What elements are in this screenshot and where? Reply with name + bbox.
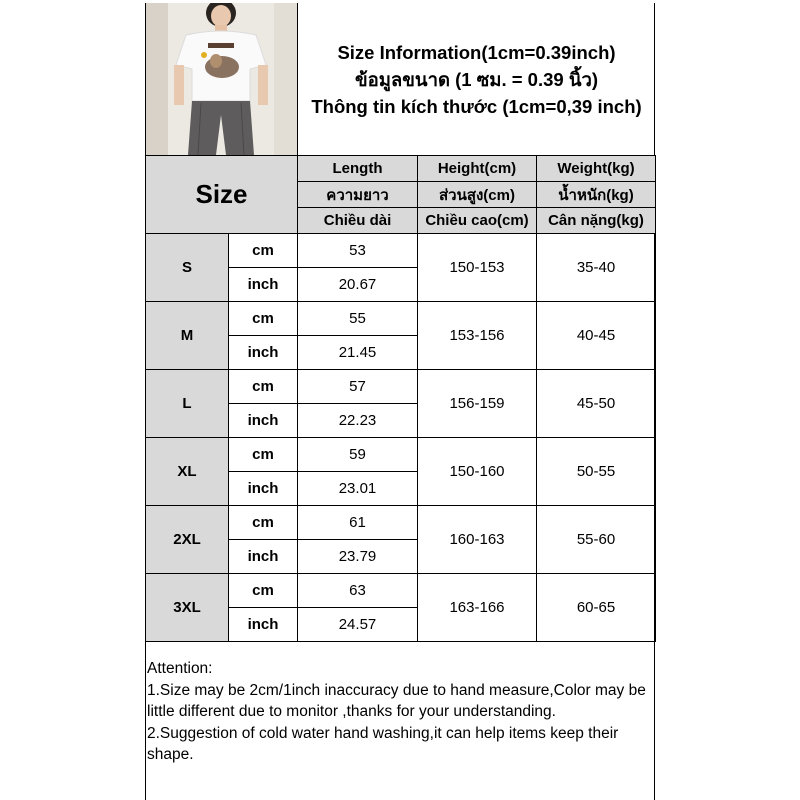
col-length-en: Length [298, 156, 418, 182]
header-line-th: ข้อมูลขนาด (1 ซม. = 0.39 นิ้ว) [354, 68, 599, 90]
unit-inch: inch [229, 336, 298, 370]
col-weight-th: น้ำหนัก(kg) [537, 182, 656, 208]
length-inch: 24.57 [298, 608, 418, 642]
length-cm: 59 [298, 438, 418, 472]
length-cm: 53 [298, 234, 418, 268]
size-name: XL [146, 438, 229, 506]
size-name: 3XL [146, 574, 229, 642]
height-range: 153-156 [418, 302, 537, 370]
length-inch: 23.79 [298, 540, 418, 574]
size-name: S [146, 234, 229, 302]
col-height-vi: Chiều cao(cm) [418, 208, 537, 234]
col-length-vi: Chiều dài [298, 208, 418, 234]
size-information-header [297, 3, 655, 155]
product-photo [146, 3, 297, 155]
unit-cm: cm [229, 302, 298, 336]
table-row [146, 370, 656, 404]
note-washing: 2.Suggestion of cold water hand washing,it can help items keep their shape. [147, 724, 619, 763]
notes-heading: Attention: [147, 660, 213, 677]
unit-inch: inch [229, 472, 298, 506]
weight-range: 40-45 [537, 302, 656, 370]
size-column-header: Size [146, 156, 298, 234]
unit-inch: inch [229, 404, 298, 438]
height-range: 163-166 [418, 574, 537, 642]
size-name: 2XL [146, 506, 229, 574]
size-name: L [146, 370, 229, 438]
unit-cm: cm [229, 506, 298, 540]
attention-notes [147, 658, 653, 766]
table-row [146, 506, 656, 540]
header-line-en: Size Information(1cm=0.39inch) [337, 41, 616, 63]
unit-inch: inch [229, 268, 298, 302]
col-height-th: ส่วนสูง(cm) [418, 182, 537, 208]
length-inch: 21.45 [298, 336, 418, 370]
height-range: 150-153 [418, 234, 537, 302]
col-height-en: Height(cm) [418, 156, 537, 182]
unit-inch: inch [229, 608, 298, 642]
weight-range: 50-55 [537, 438, 656, 506]
table-row [146, 574, 656, 608]
length-inch: 20.67 [298, 268, 418, 302]
table-row [146, 438, 656, 472]
table-row [146, 234, 656, 268]
size-table [145, 155, 656, 642]
length-inch: 23.01 [298, 472, 418, 506]
weight-range: 60-65 [537, 574, 656, 642]
length-cm: 61 [298, 506, 418, 540]
height-range: 156-159 [418, 370, 537, 438]
unit-cm: cm [229, 438, 298, 472]
height-range: 150-160 [418, 438, 537, 506]
length-cm: 57 [298, 370, 418, 404]
unit-cm: cm [229, 574, 298, 608]
unit-inch: inch [229, 540, 298, 574]
header-line-vi: Thông tin kích thước (1cm=0,39 inch) [311, 95, 642, 117]
model-tshirt-image [146, 3, 297, 155]
length-cm: 55 [298, 302, 418, 336]
unit-cm: cm [229, 234, 298, 268]
weight-range: 55-60 [537, 506, 656, 574]
size-name: M [146, 302, 229, 370]
col-weight-en: Weight(kg) [537, 156, 656, 182]
length-inch: 22.23 [298, 404, 418, 438]
col-length-th: ความยาว [298, 182, 418, 208]
weight-range: 35-40 [537, 234, 656, 302]
unit-cm: cm [229, 370, 298, 404]
col-weight-vi: Cân nặng(kg) [537, 208, 656, 234]
weight-range: 45-50 [537, 370, 656, 438]
length-cm: 63 [298, 574, 418, 608]
height-range: 160-163 [418, 506, 537, 574]
table-row [146, 302, 656, 336]
note-measurement: 1.Size may be 2cm/1inch inaccuracy due to hand measure,Color may be little different due to monitor ,thanks for your understanding. [147, 681, 646, 720]
